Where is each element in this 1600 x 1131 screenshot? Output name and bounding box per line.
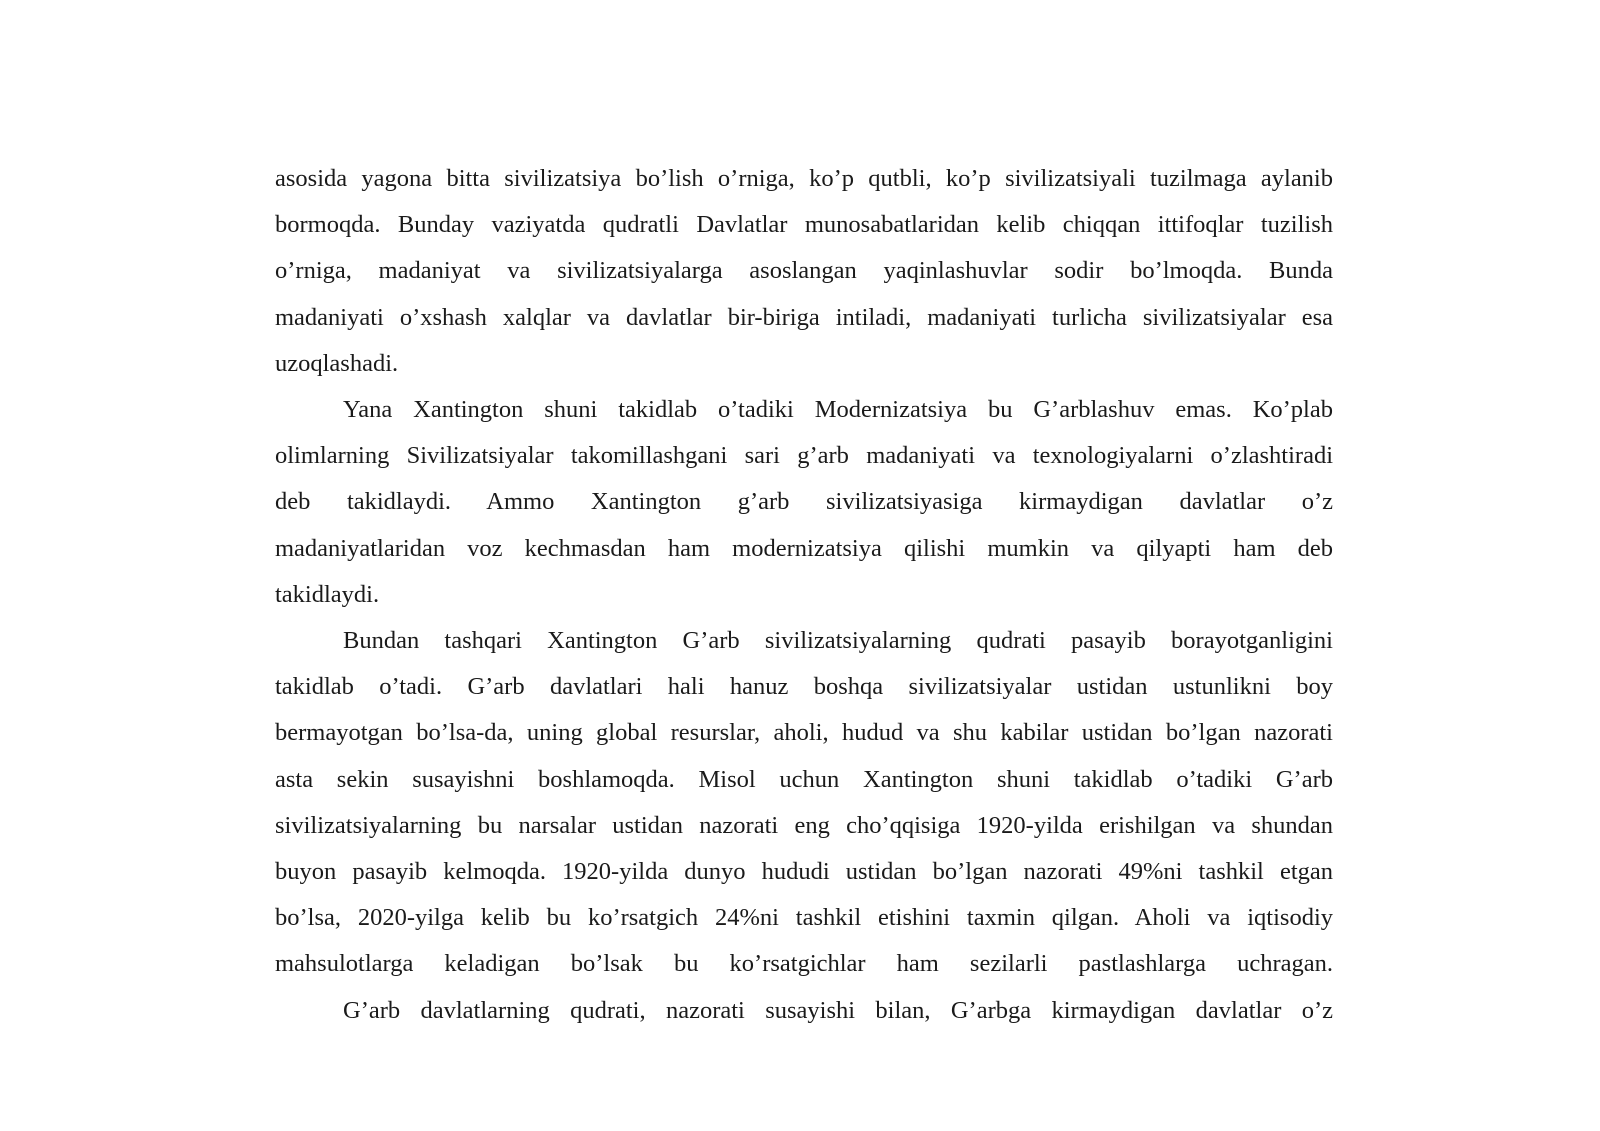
paragraph-3 bbox=[275, 618, 1333, 988]
text-line: bo’lsa, 2020-yilga kelib bu ko’rsatgich 24%ni tashkil etishini taxmin qilgan. Aholi va iqtisodiy bbox=[275, 904, 1333, 932]
text-line: buyon pasayib kelmoqda. 1920-yilda dunyo hududi ustidan bo’lgan nazorati 49%ni tashkil etgan bbox=[275, 858, 1333, 886]
text-line: Yana Xantington shuni takidlab o’tadiki Modernizatsiya bu G’arblashuv emas. Ko’plab bbox=[343, 396, 1333, 424]
text-line: uzoqlashadi. bbox=[275, 349, 399, 377]
text-line: o’rniga, madaniyat va sivilizatsiyalarga asoslangan yaqinlashuvlar sodir bo’lmoqda. Bunda bbox=[275, 257, 1333, 285]
paragraph-1 bbox=[275, 156, 1333, 387]
text-line: mahsulotlarga keladigan bo’lsak bu ko’rsatgichlar ham sezilarli pastlashlarga uchragan. bbox=[275, 950, 1333, 978]
text-line: asosida yagona bitta sivilizatsiya bo’lish o’rniga, ko’p qutbli, ko’p sivilizatsiyali tuzilmaga aylanib bbox=[275, 165, 1333, 192]
text-line: deb takidlaydi. Ammo Xantington g’arb sivilizatsiyasiga kirmaydigan davlatlar o’z bbox=[275, 488, 1333, 516]
paragraph-2 bbox=[275, 387, 1333, 618]
text-line: Bundan tashqari Xantington G’arb sivilizatsiyalarning qudrati pasayib borayotganligini bbox=[343, 627, 1333, 655]
text-line: olimlarning Sivilizatsiyalar takomillashgani sari g’arb madaniyati va texnologiyalarni o’zlashtiradi bbox=[275, 442, 1333, 470]
text-line: bermayotgan bo’lsa-da, uning global resurslar, aholi, hudud va shu kabilar ustidan bo’lgan nazorati bbox=[275, 719, 1333, 747]
text-line: G’arb davlatlarning qudrati, nazorati susayishi bilan, G’arbga kirmaydigan davlatlar o’z bbox=[343, 996, 1333, 1024]
text-line: asta sekin susayishni boshlamoqda. Misol uchun Xantington shuni takidlab o’tadiki G’arb bbox=[275, 765, 1333, 793]
text-line: takidlaydi. bbox=[275, 580, 380, 608]
body-text bbox=[275, 156, 1333, 1034]
paragraph-4 bbox=[275, 988, 1333, 1034]
text-line: sivilizatsiyalarning bu narsalar ustidan nazorati eng cho’qqisiga 1920-yilda erishilgan va shundan bbox=[275, 811, 1333, 839]
text-line: takidlab o’tadi. G’arb davlatlari hali hanuz boshqa sivilizatsiyalar ustidan ustunlikni boy bbox=[275, 673, 1333, 701]
text-line: madaniyatlaridan voz kechmasdan ham modernizatsiya qilishi mumkin va qilyapti ham deb bbox=[275, 534, 1333, 562]
text-line: madaniyati o’xshash xalqlar va davlatlar bir-biriga intiladi, madaniyati turlicha sivilizatsiyalar esa bbox=[275, 303, 1333, 331]
text-line: bormoqda. Bunday vaziyatda qudratli Davlatlar munosabatlaridan kelib chiqqan ittifoqlar tuzilish bbox=[275, 211, 1333, 239]
